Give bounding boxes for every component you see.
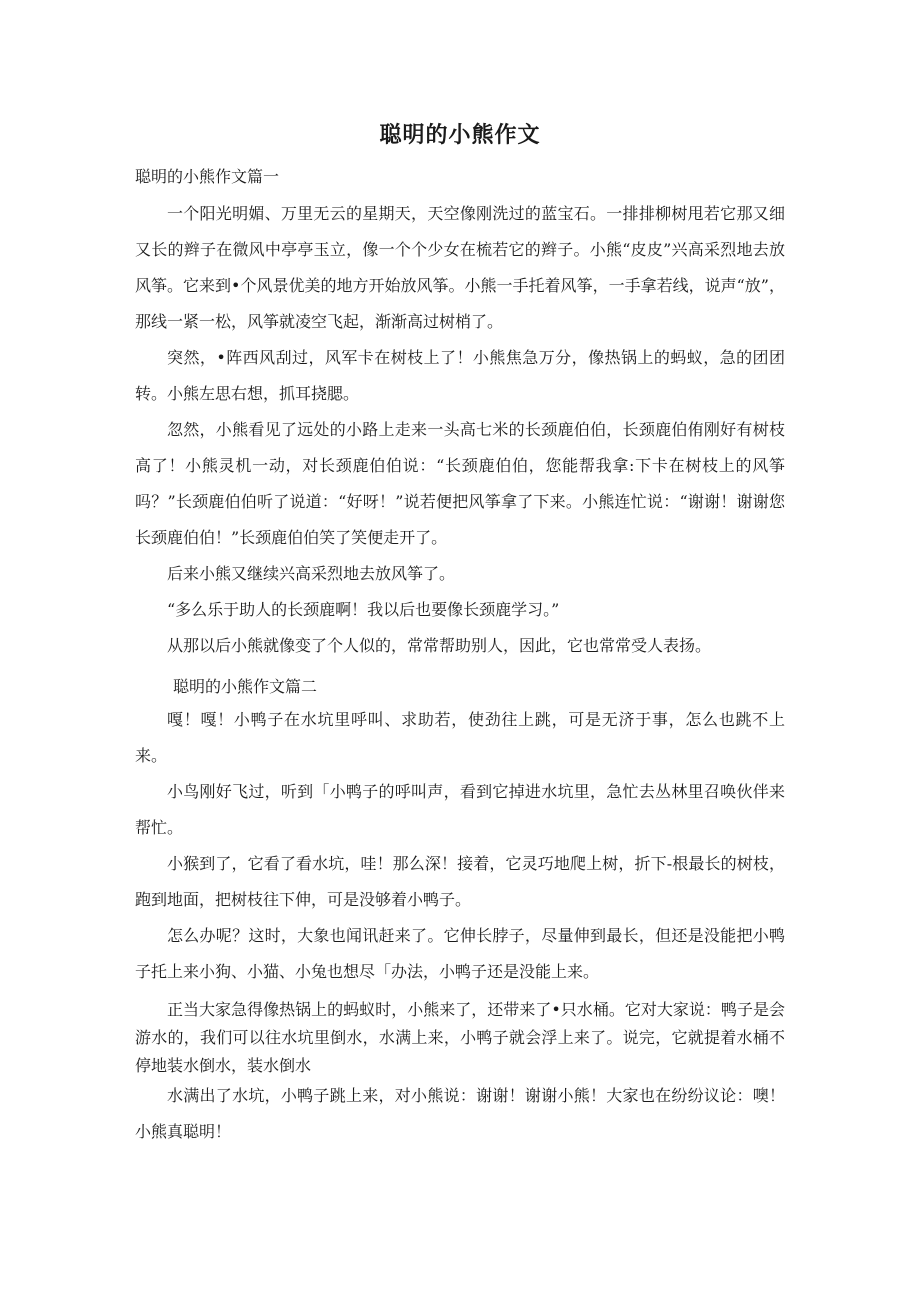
paragraph: 水满出了水坑，小鸭子跳上来，对小熊说：谢谢！谢谢小熊！大家也在纷纷议论：噢！小熊真聪明！: [135, 1086, 785, 1141]
section-heading-2: 聪明的小熊作文篇二: [173, 677, 318, 696]
paragraph: 怎么办呢？这时，大象也闻讯赶来了。它伸长脖子，尽量伸到最长，但还是没能把小鸭子托上来小狗、小猫、小兔也想尽「办法，小鸭子还是没能上来。: [135, 926, 785, 981]
paragraph: “多么乐于助人的长颈鹿啊！我以后也要像长颈鹿学习。”: [167, 600, 560, 619]
paragraph: 嘎！嘎！小鸭子在水坑里呼叫、求助若，使劲往上跳，可是无济于事，怎么也跳不上来。: [135, 710, 785, 765]
document-title: 聪明的小熊作文: [379, 123, 541, 148]
paragraph: 突然，•阵西风刮过，风军卡在树枝上了！小熊焦急万分，像热锅上的蚂蚁，急的团团转。小熊左思右想，抓耳挠腮。: [135, 348, 785, 403]
paragraph: 忽然，小熊看见了远处的小路上走来一头高七米的长颈鹿伯伯，长颈鹿伯侑刚好有树枝高了！小熊灵机一动，对长颈鹿伯伯说：“长颈鹿伯伯，您能帮我拿:下卡在树枝上的风筝吗？”长颈鹿伯伯听了说道：“好呀！”说若便把风筝拿了下来。小熊连忙说：“谢谢！谢谢您长颈鹿伯伯！”长颈鹿伯伯笑了笑便走开了。: [135, 420, 785, 547]
paragraph: 小鸟刚好飞过，听到「小鸭子的呼叫声，看到它掉进水坑里，急忙去丛林里召唤伙伴来帮忙。: [135, 782, 785, 837]
paragraph: 正当大家急得像热锅上的蚂蚁时，小熊来了，还带来了•只水桶。它对大家说：鸭子是会游水的，我们可以往水坑里倒水，水满上来，小鸭子就会浮上来了。说完，它就提着水桶不停地装水倒水，装水倒水: [135, 1000, 785, 1075]
paragraph: 小猴到了，它看了看水坑，哇！那么深！接着，它灵巧地爬上树，折下-根最长的树枝，跑到地面，把树枝往下伸，可是没够着小鸭子。: [135, 854, 785, 909]
paragraph: 从那以后小熊就像变了个人似的，常常帮助别人，因此，它也常常受人表扬。: [167, 636, 712, 655]
paragraph: 后来小熊又继续兴高采烈地去放风筝了。: [167, 564, 456, 583]
paragraph: 一个阳光明媚、万里无云的星期天，天空像刚洗过的蓝宝石。一排排柳树甩若它那又细又长的辫子在微风中亭亭玉立，像一个个少女在梳若它的辫子。小熊“皮皮”兴高采烈地去放风筝。它来到•个风景优美的地方开始放风筝。小熊一手托着风筝，一手拿若线，说声“放”，那线一紧一松，风筝就凌空飞起，渐渐高过树梢了。: [135, 204, 785, 331]
section-heading-1: 聪明的小熊作文篇一: [135, 167, 280, 186]
